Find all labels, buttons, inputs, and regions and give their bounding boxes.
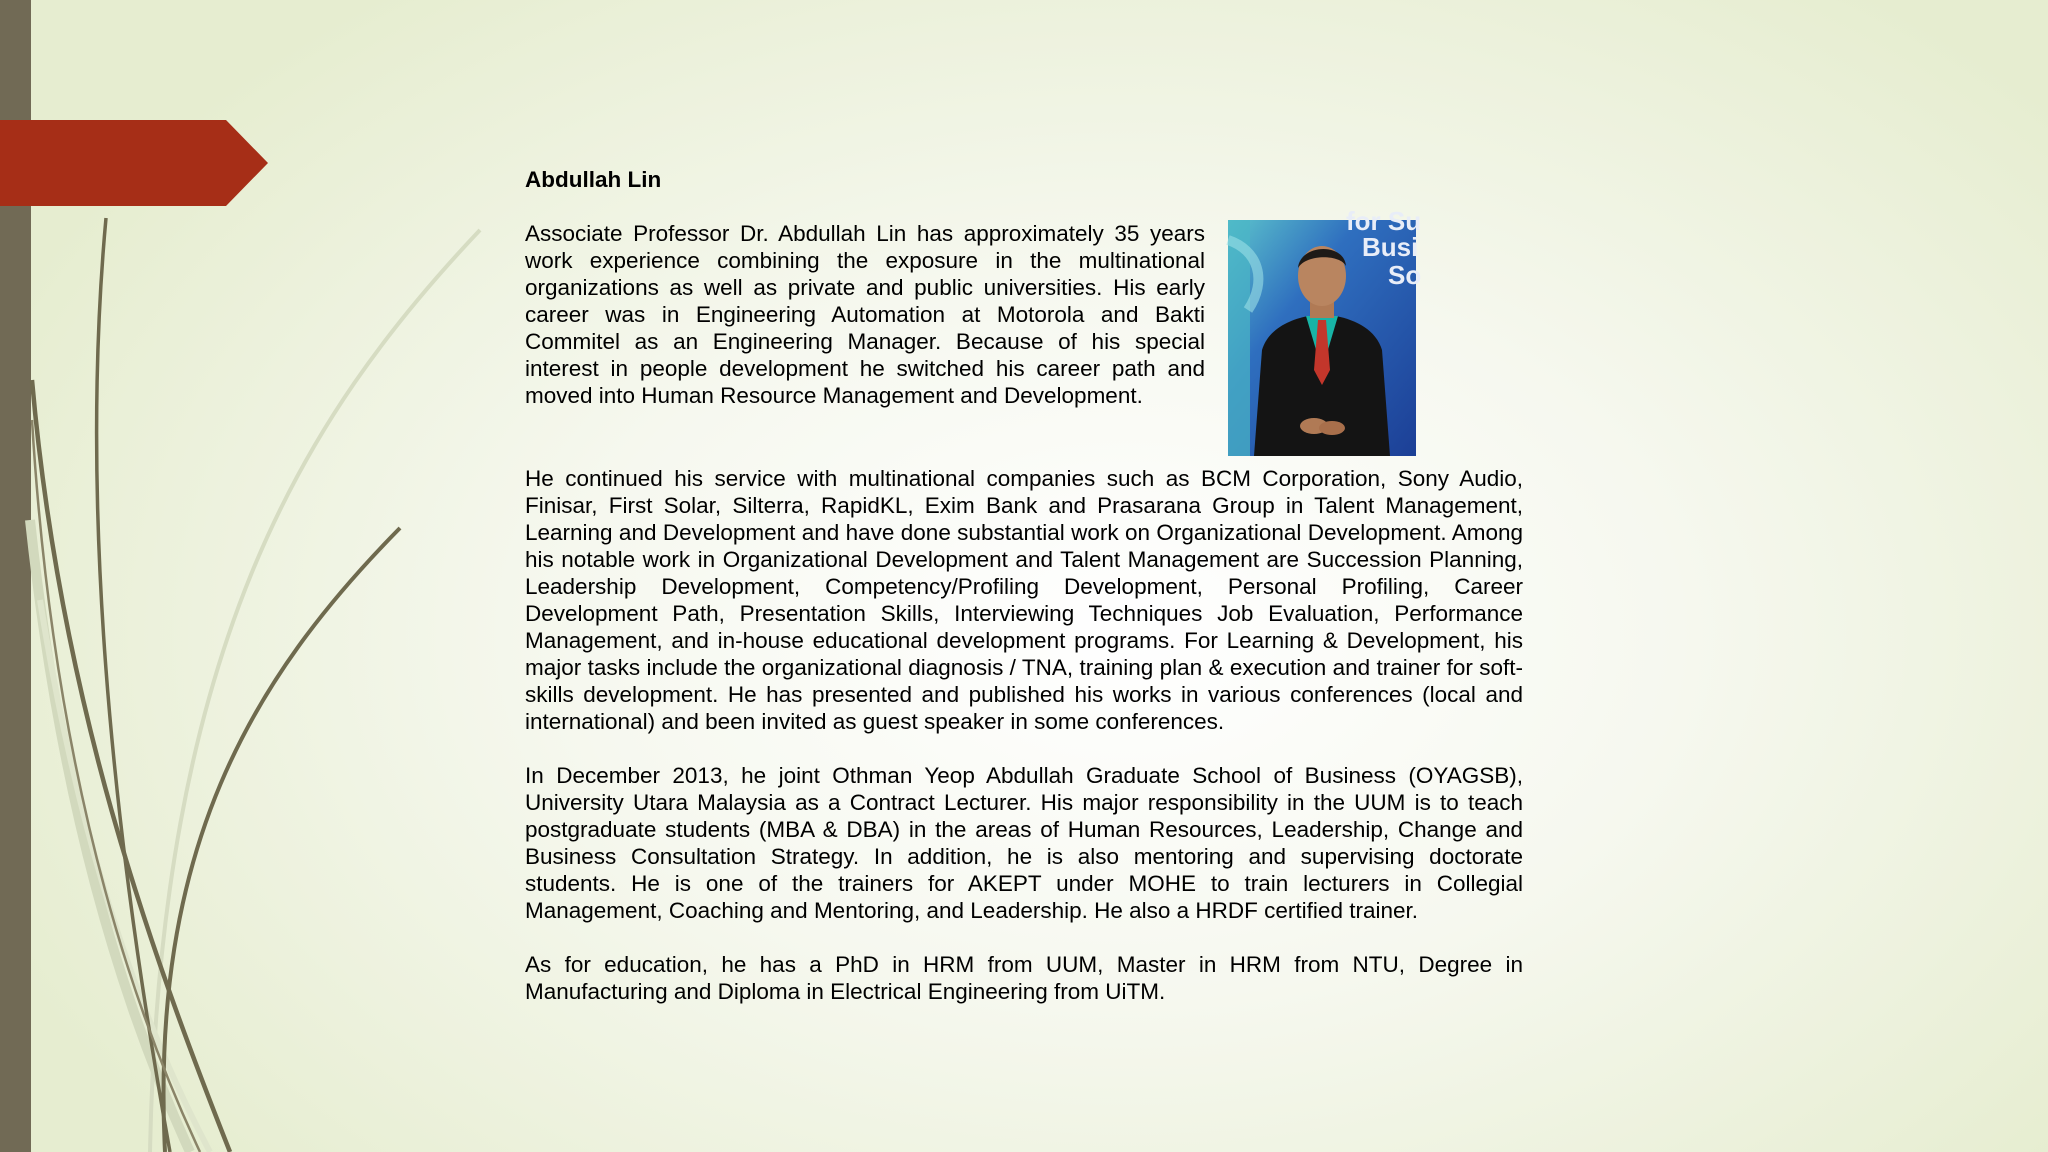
paragraph-education: As for education, he has a PhD in HRM from UUM, Master in HRM from NTU, Degree in Manufacturing and Diploma in Electrical Engineering from UiTM. bbox=[525, 952, 1523, 1004]
portrait-illustration bbox=[1228, 206, 1422, 456]
paragraph-career: He continued his service with multinational companies such as BCM Corporation, Sony Audio, Finisar, First Solar, Silterra, RapidKL, Exim Bank and Prasarana Group in Talent Management, Learning and Development and have done substantial work on Organizational Development. Among his notable work in Organizational Development and Talent Management are Succession Planning, Leadership Development, Competency/Profiling Development, Personal Profiling, Career Development Path, Presentation Skills, Interviewing Techniques Job Evaluation, Performance Management, and in-house educational development programs. For Learning & Development, his major tasks include the organizational diagnosis / TNA, training plan & execution and trainer for soft-skills development. He has presented and published his works in various conferences (local and international) and been invited as guest speaker in some conferences. bbox=[525, 466, 1523, 734]
profile-name: Abdullah Lin bbox=[525, 167, 662, 192]
backdrop-sign-line-2: Busi bbox=[1362, 232, 1419, 262]
paragraph-uum: In December 2013, he joint Othman Yeop Abdullah Graduate School of Business (OYAGSB), University Utara Malaysia as a Contract Lecturer. His major responsibility in the UUM is to teach postgraduate students (MBA & DBA) in the areas of Human Resources, Leadership, Change and Business Consultation Strategy. In addition, he is also mentoring and supervising doctorate students. He is one of the trainers for AKEPT under MOHE to train lecturers in Collegial Management, Coaching and Mentoring, and Leadership. He also a HRDF certified trainer. bbox=[525, 763, 1523, 923]
backdrop-sign-line-1: for Su bbox=[1346, 206, 1422, 236]
intro-section bbox=[525, 206, 1523, 456]
profile-content bbox=[525, 166, 1523, 1032]
paragraph-intro: Associate Professor Dr. Abdullah Lin has approximately 35 years work experience combining the exposure in the multinational organizations as well as private and public universities. His early career was in Engineering Automation at Motorola and Bakti Commitel as an Engineering Manager. Because of his special interest in people development he switched his career path and moved into Human Resource Management and Development. bbox=[525, 221, 1205, 408]
backdrop-sign-line-3: So bbox=[1388, 260, 1422, 290]
red-arrow-tab bbox=[0, 120, 268, 206]
profile-photo bbox=[1228, 206, 1422, 456]
